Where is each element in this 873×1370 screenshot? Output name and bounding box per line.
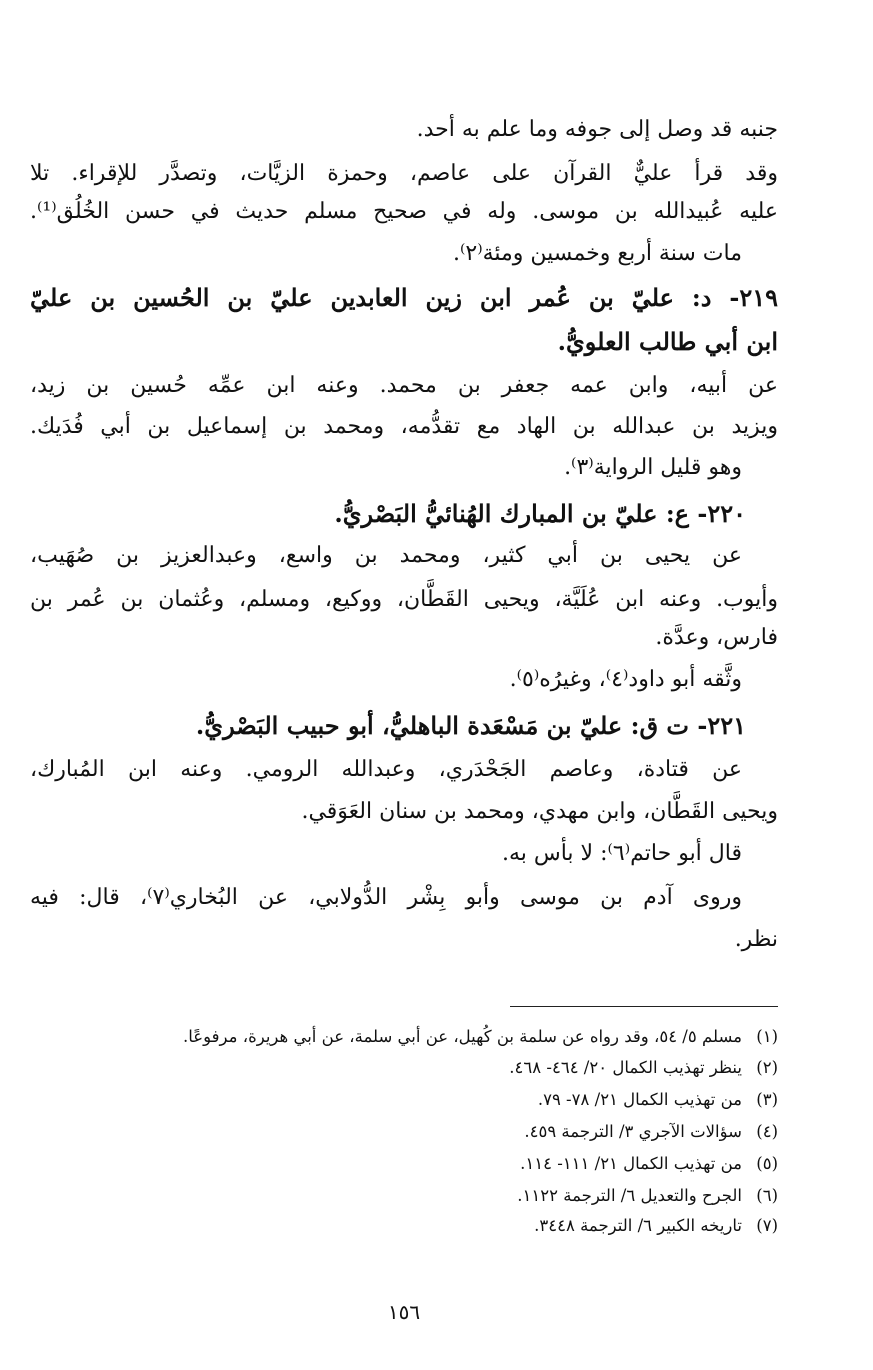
body-line: مات سنة أربع وخمسين ومئة⁽٢⁾. [452, 241, 742, 266]
body-line: عن يحيى بن أبي كثير، ومحمد بن واسع، وعبدالعزيز بن صُهَيب، [30, 543, 742, 568]
body-line: قال أبو حاتم⁽٦⁾: لا بأس به. [501, 841, 742, 866]
entry-heading: ابن أبي طالب العلويُّ. [557, 327, 778, 356]
entry-heading: ٢٢٠- ع: عليّ بن المبارك الهُنائيُّ البَصْريُّ. [334, 499, 746, 528]
footnote-number: (٢) [756, 1058, 778, 1077]
entry-heading: ٢٢١- ت ق: عليّ بن مَسْعَدة الباهليُّ، أبو حبيب البَصْريُّ. [195, 711, 746, 740]
footnote-number: (٣) [756, 1090, 778, 1109]
footnote-number: (٤) [756, 1122, 778, 1141]
footnote-text: تاريخه الكبير ٦/ الترجمة ٣٤٤٨. [534, 1216, 742, 1235]
body-line: وثَّقه أبو داود⁽٤⁾، وغيرُه⁽٥⁾. [509, 667, 742, 692]
body-line: وروى آدم بن موسى وأبو بِشْر الدُّولابي، عن البُخاري⁽٧⁾، قال: فيه [30, 885, 743, 910]
body-line: وهو قليل الرواية⁽٣⁾. [564, 455, 742, 480]
footnote [538, 1085, 778, 1115]
footnote [517, 1181, 778, 1211]
body-line: عليه عُبيدالله بن موسى. وله في صحيح مسلم حديث في حسن الخُلُق⁽¹⁾. [30, 199, 778, 224]
page [30, 100, 778, 1360]
body-line: ويحيى القَطَّان، وابن مهدي، ومحمد بن سنان العَوَقي. [301, 799, 778, 824]
body-line: عن قتادة، وعاصم الجَحْدَري، وعبدالله الرومي. وعنه ابن المُبارك، [30, 757, 742, 782]
footnote-number: (٧) [756, 1216, 778, 1235]
body-line: فارس، وعدَّة. [655, 625, 778, 650]
body-line: ويزيد بن عبدالله بن الهاد مع تقدُّمه، ومحمد بن إسماعيل بن أبي فُدَيك. [30, 414, 778, 439]
footnote-text: سؤالات الآجري ٣/ الترجمة ٤٥٩. [524, 1122, 742, 1141]
footnote-separator [510, 1006, 778, 1007]
footnote-text: الجرح والتعديل ٦/ الترجمة ١١٢٢. [517, 1186, 742, 1205]
footnote-number: (٥) [756, 1154, 778, 1173]
body-line: وقد قرأ عليٌّ القرآن على عاصم، وحمزة الزيَّات، وتصدَّر للإقراء. تلا [30, 161, 778, 186]
footnote [534, 1211, 778, 1241]
body-line: عن أبيه، وابن عمه جعفر بن محمد. وعنه ابن عمِّه حُسين بن زيد، [30, 373, 778, 398]
page-number: ١٥٦ [387, 1300, 421, 1324]
footnote [524, 1117, 778, 1147]
footnote-number: (٦) [756, 1186, 778, 1205]
body-line: جنبه قد وصل إلى جوفه وما علم به أحد. [416, 117, 778, 142]
footnote [183, 1022, 778, 1052]
footnote-text: مسلم ٥/ ٥٤، وقد رواه عن سلمة بن كُهيل، عن أبي سلمة، عن أبي هريرة، مرفوعًا. [183, 1027, 742, 1046]
body-line: نظر. [734, 927, 778, 952]
footnote-text: ينظر تهذيب الكمال ٢٠/ ٤٦٤- ٤٦٨. [509, 1058, 742, 1077]
footnote-text: من تهذيب الكمال ٢١/ ٧٨- ٧٩. [537, 1090, 742, 1109]
footnote [509, 1053, 778, 1083]
footnote-number: (١) [756, 1027, 778, 1046]
entry-heading: ٢١٩- د: عليّ بن عُمر ابن زين العابدين عليّ بن الحُسين بن عليّ [30, 283, 778, 312]
footnote-text: من تهذيب الكمال ٢١/ ١١١- ١١٤. [520, 1154, 742, 1173]
body-line: وأيوب. وعنه ابن عُلَيَّة، ويحيى القَطَّان، ووكيع، ومسلم، وعُثمان بن عُمر بن [30, 587, 778, 612]
footnote [520, 1149, 778, 1179]
